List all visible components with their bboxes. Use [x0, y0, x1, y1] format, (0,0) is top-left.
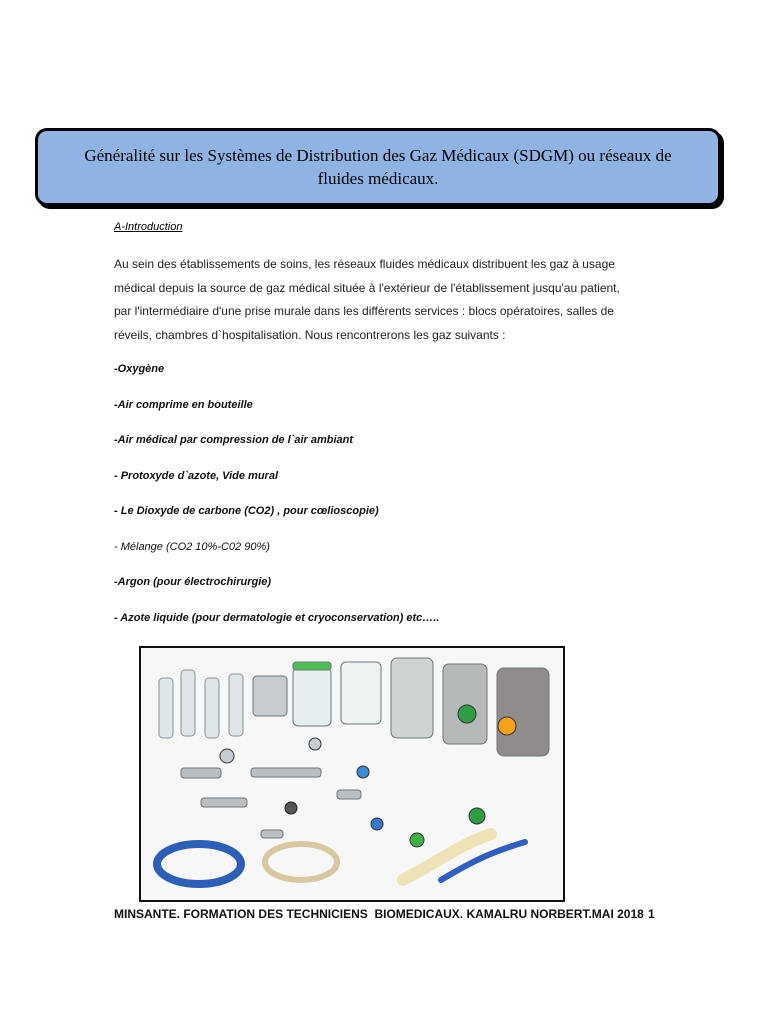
intro-line: Au sein des établissements de soins, les réseaux fluides médicaux distribuent les gaz à usage	[114, 257, 615, 271]
gas-item-mixture: - Mélange (CO2 10%-C02 90%)	[114, 541, 270, 553]
title-line-1: Généralité sur les Systèmes de Distribution des Gaz Médicaux (SDGM) ou réseaux de	[84, 146, 672, 165]
gas-item-oxygen: -Oxygène	[114, 363, 165, 375]
title-box	[35, 128, 721, 206]
gas-item-argon: -Argon (pour électrochirurgie)	[114, 576, 272, 588]
gas-item-medical-air: -Air médical par compression de l`air ambiant	[114, 434, 354, 446]
gas-item-nitrous-oxide: - Protoxyde d`azote, Vide mural	[114, 470, 279, 482]
gas-item-co2: - Le Dioxyde de carbone (CO2) , pour cœlioscopie)	[114, 505, 379, 517]
intro-paragraph	[114, 253, 654, 347]
footer-text: MINSANTE. FORMATION DES TECHNICIENS BIOMEDICAUX. KAMALRU NORBERT.MAI 2018	[114, 907, 644, 921]
intro-line: par l'intermédiaire d'une prise murale dans les différents services : blocs opératoires, salles de	[114, 304, 614, 318]
gas-item-compressed-air: -Air comprime en bouteille	[114, 399, 253, 411]
gas-item-liquid-nitrogen: - Azote liquide (pour dermatologie et cryoconservation) etc…..	[114, 612, 440, 624]
section-heading: A-Introduction	[114, 221, 183, 233]
page-number: 1	[648, 907, 655, 921]
document-title	[70, 144, 685, 190]
intro-line: réveils, chambres d`hospitalisation. Nous rencontrerons les gaz suivants :	[114, 327, 506, 342]
title-line-2: fluides médicaux.	[317, 169, 439, 188]
medical-equipment-photo	[139, 646, 565, 902]
intro-line: médical depuis la source de gaz médical située à l'extérieur de l'établissement jusqu'au patient,	[114, 280, 620, 295]
equipment-illustration	[141, 648, 563, 900]
